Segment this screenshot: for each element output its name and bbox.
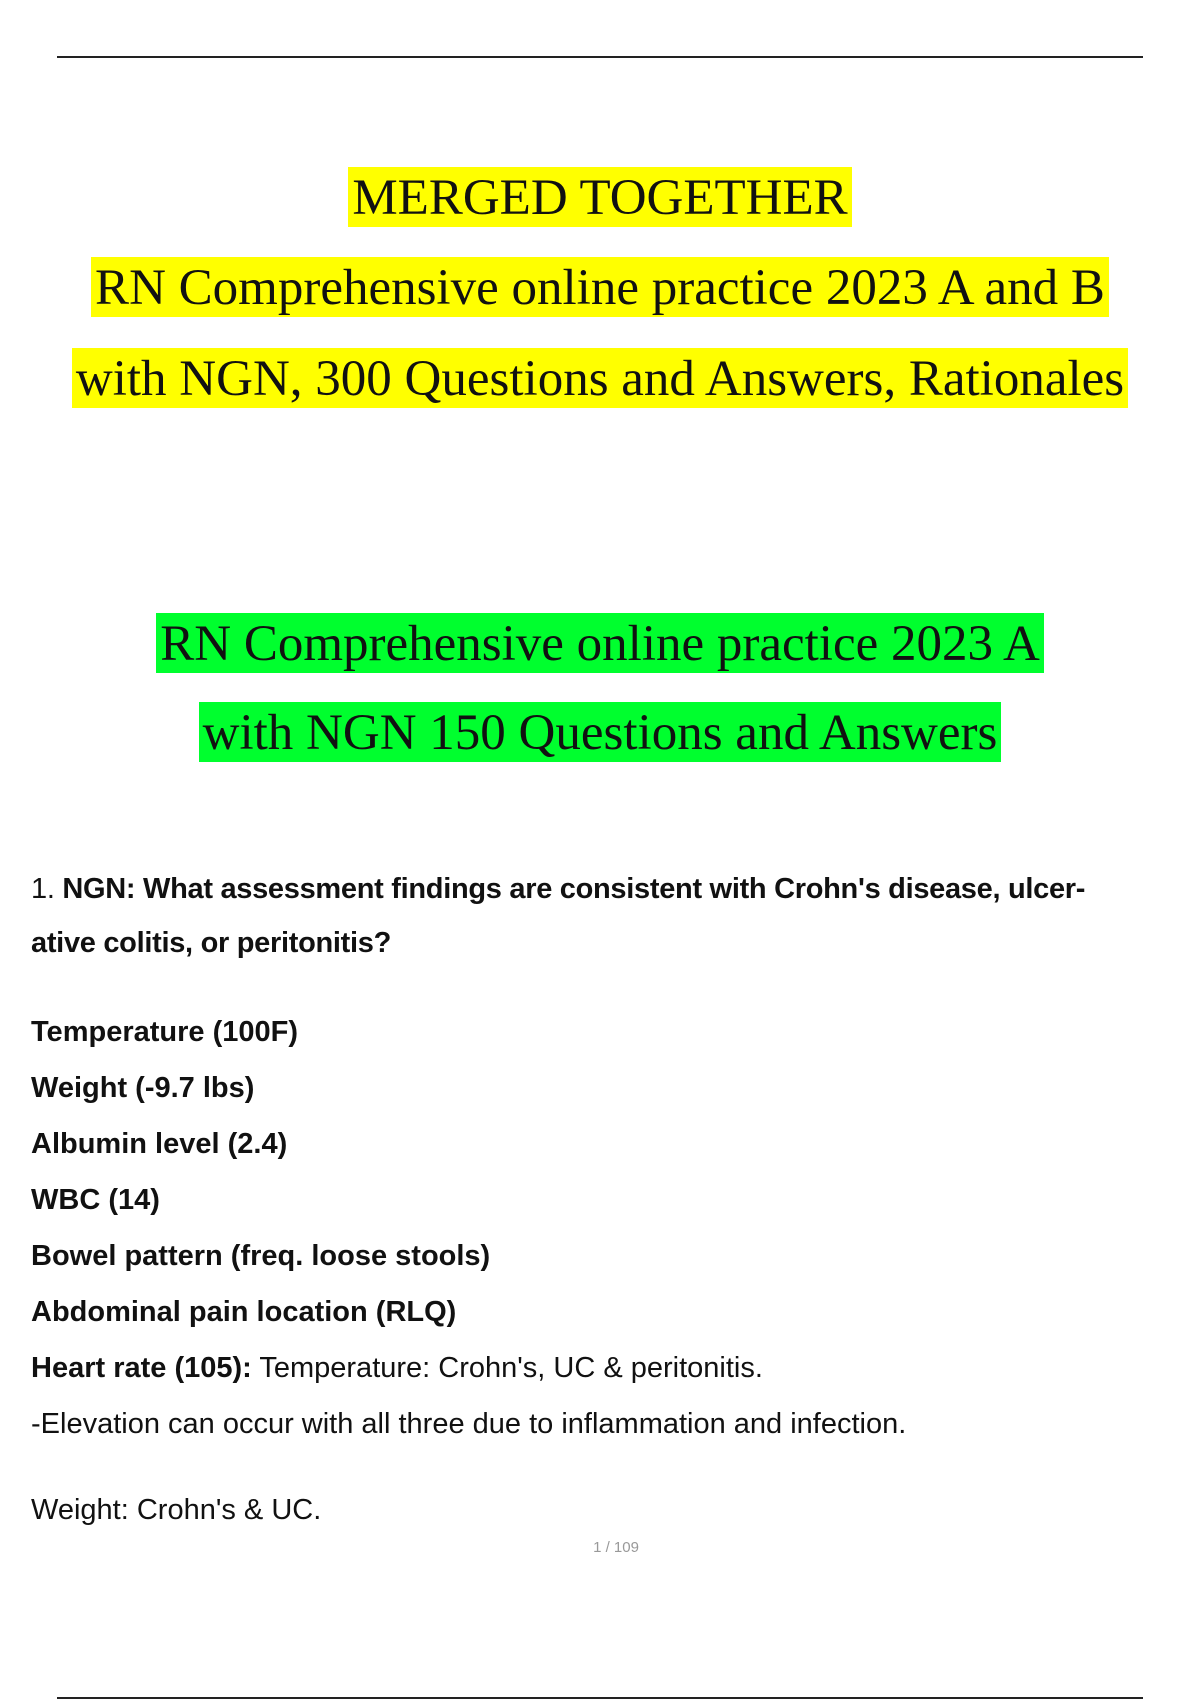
doc-title-text-2: RN Comprehensive online practice 2023 A and B <box>91 257 1109 317</box>
heart-rate-answer: Temperature: Crohn's, UC & peritonitis. <box>251 1352 763 1384</box>
question-text-line-2: ative colitis, or peritonitis? <box>31 927 392 959</box>
bottom-rule <box>57 1697 1143 1699</box>
heart-rate-label: Heart rate (105): <box>31 1352 252 1384</box>
doc-title-text-3: with NGN, 300 Questions and Answers, Rationales <box>72 348 1128 408</box>
top-rule <box>57 56 1143 58</box>
question-text-line-1: NGN: What assessment findings are consistent with Crohn's disease, ulcer- <box>62 873 1086 905</box>
doc-title-line-3 <box>0 348 1200 408</box>
section-title-text-2: with NGN 150 Questions and Answers <box>199 702 1002 762</box>
finding-abdominal-pain: Abdominal pain location (RLQ) <box>31 1296 457 1328</box>
section-title-line-2 <box>0 702 1200 762</box>
merged-title-line <box>0 167 1200 227</box>
finding-temperature: Temperature (100F) <box>31 1016 298 1048</box>
finding-heart-rate <box>31 1340 1199 1396</box>
section-title-line-1 <box>0 613 1200 673</box>
section-title-text-1: RN Comprehensive online practice 2023 A <box>156 613 1044 673</box>
finding-weight: Weight (-9.7 lbs) <box>31 1072 255 1104</box>
merged-together-heading: MERGED TOGETHER <box>348 167 851 227</box>
findings-list <box>31 1004 1199 1452</box>
rationale-text: -Elevation can occur with all three due to inflammation and infection. <box>31 1408 907 1440</box>
finding-albumin: Albumin level (2.4) <box>31 1128 288 1160</box>
question-number: 1. <box>31 873 55 905</box>
finding-wbc: WBC (14) <box>31 1184 160 1216</box>
finding-bowel-pattern: Bowel pattern (freq. loose stools) <box>31 1240 491 1272</box>
doc-title-line-2 <box>0 257 1200 317</box>
weight-answer-text: Weight: Crohn's & UC. <box>31 1494 322 1526</box>
question-1 <box>31 862 1199 970</box>
page-indicator: 1 / 109 <box>593 1539 639 1556</box>
